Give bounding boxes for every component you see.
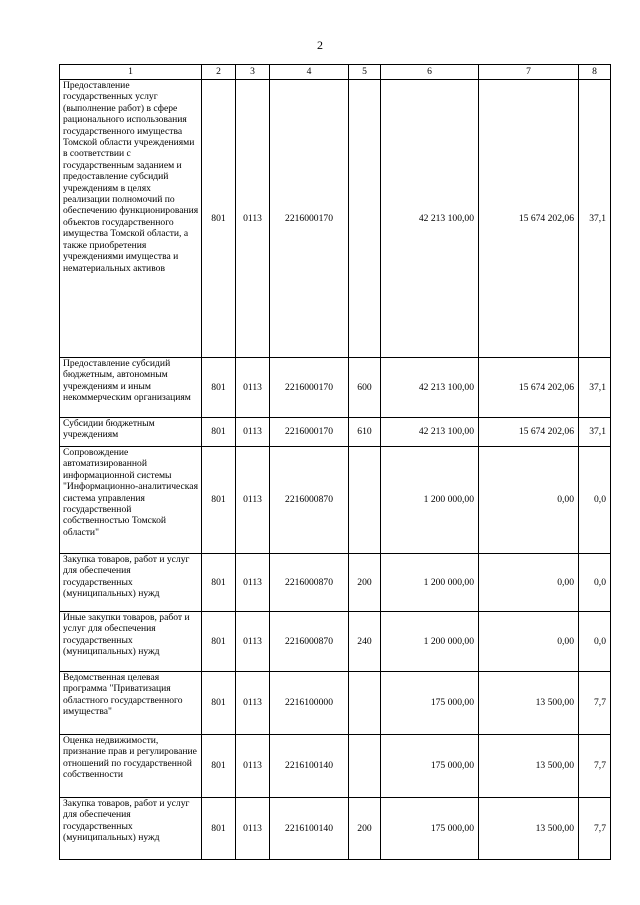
cell-expense-type: 200 [349,554,381,612]
column-header: 2 [202,65,236,80]
cell-plan-amount: 42 213 100,00 [381,80,479,358]
column-header: 5 [349,65,381,80]
cell-percent: 0,0 [579,612,611,672]
cell-ministry-code: 801 [202,735,236,798]
cell-percent: 37,1 [579,418,611,447]
column-header: 3 [236,65,270,80]
table-row [60,672,611,735]
cell-target-article: 2216000870 [270,554,349,612]
row-description: Субсидии бюджетным учреждениям [60,418,202,447]
cell-target-article: 2216100140 [270,735,349,798]
cell-actual-amount: 0,00 [479,447,579,554]
column-header: 6 [381,65,479,80]
cell-plan-amount: 1 200 000,00 [381,612,479,672]
cell-percent: 7,7 [579,798,611,860]
row-description: Предоставление государственных услуг (выполнение работ) в сфере рационального использования государственного имущества Томской области учреждениями в соответствии с государственным заданием и предоставление субсидий учреждениям в целях реализации полномочий по обеспечению функционирования объектов государственного имущества Томской области, а также приобретения учреждениями имущества и нематериальных активов [60,80,202,358]
table-row [60,612,611,672]
row-description: Ведомственная целевая программа "Приватизация областного государственного имущества" [60,672,202,735]
cell-ministry-code: 801 [202,418,236,447]
column-header: 1 [60,65,202,80]
cell-plan-amount: 175 000,00 [381,672,479,735]
cell-ministry-code: 801 [202,358,236,418]
cell-plan-amount: 175 000,00 [381,735,479,798]
cell-plan-amount: 42 213 100,00 [381,358,479,418]
table-row [60,80,611,358]
cell-actual-amount: 13 500,00 [479,735,579,798]
cell-target-article: 2216000870 [270,447,349,554]
row-description: Оценка недвижимости, признание прав и регулирование отношений по государственной собственности [60,735,202,798]
row-description: Предоставление субсидий бюджетным, автономным учреждениям и иным некоммерческим организациям [60,358,202,418]
cell-percent: 7,7 [579,735,611,798]
cell-expense-type: 200 [349,798,381,860]
row-description: Закупка товаров, работ и услуг для обеспечения государственных (муниципальных) нужд [60,798,202,860]
page-number: 2 [317,38,323,52]
cell-ministry-code: 801 [202,672,236,735]
column-header: 7 [479,65,579,80]
cell-section-code: 0113 [236,554,270,612]
cell-target-article: 2216000170 [270,80,349,358]
cell-actual-amount: 0,00 [479,554,579,612]
cell-ministry-code: 801 [202,447,236,554]
cell-target-article: 2216100140 [270,798,349,860]
cell-expense-type [349,447,381,554]
cell-section-code: 0113 [236,358,270,418]
budget-table [59,64,611,860]
row-description: Иные закупки товаров, работ и услуг для обеспечения государственных (муниципальных) нужд [60,612,202,672]
cell-actual-amount: 15 674 202,06 [479,418,579,447]
table-row [60,447,611,554]
table-row [60,418,611,447]
cell-percent: 37,1 [579,358,611,418]
cell-ministry-code: 801 [202,798,236,860]
cell-ministry-code: 801 [202,554,236,612]
cell-percent: 0,0 [579,447,611,554]
cell-target-article: 2216000170 [270,358,349,418]
cell-ministry-code: 801 [202,80,236,358]
cell-target-article: 2216000870 [270,612,349,672]
cell-section-code: 0113 [236,418,270,447]
cell-actual-amount: 15 674 202,06 [479,358,579,418]
cell-actual-amount: 13 500,00 [479,672,579,735]
cell-expense-type [349,672,381,735]
cell-ministry-code: 801 [202,612,236,672]
cell-expense-type [349,735,381,798]
table-row [60,358,611,418]
cell-percent: 7,7 [579,672,611,735]
cell-percent: 0,0 [579,554,611,612]
column-header: 8 [579,65,611,80]
cell-expense-type: 240 [349,612,381,672]
table-row [60,798,611,860]
cell-plan-amount: 42 213 100,00 [381,418,479,447]
cell-plan-amount: 175 000,00 [381,798,479,860]
cell-target-article: 2216100000 [270,672,349,735]
cell-section-code: 0113 [236,612,270,672]
cell-plan-amount: 1 200 000,00 [381,554,479,612]
cell-actual-amount: 15 674 202,06 [479,80,579,358]
cell-actual-amount: 0,00 [479,612,579,672]
cell-expense-type [349,80,381,358]
cell-section-code: 0113 [236,80,270,358]
cell-section-code: 0113 [236,798,270,860]
cell-target-article: 2216000170 [270,418,349,447]
column-header: 4 [270,65,349,80]
cell-section-code: 0113 [236,672,270,735]
cell-expense-type: 610 [349,418,381,447]
table-header-row [60,65,611,80]
cell-plan-amount: 1 200 000,00 [381,447,479,554]
cell-section-code: 0113 [236,735,270,798]
table-row [60,735,611,798]
row-description: Сопровождение автоматизированной информационной системы "Информационно-аналитическая система управления государственной собственностью Томской области" [60,447,202,554]
row-description: Закупка товаров, работ и услуг для обеспечения государственных (муниципальных) нужд [60,554,202,612]
cell-actual-amount: 13 500,00 [479,798,579,860]
cell-expense-type: 600 [349,358,381,418]
table-row [60,554,611,612]
cell-percent: 37,1 [579,80,611,358]
cell-section-code: 0113 [236,447,270,554]
